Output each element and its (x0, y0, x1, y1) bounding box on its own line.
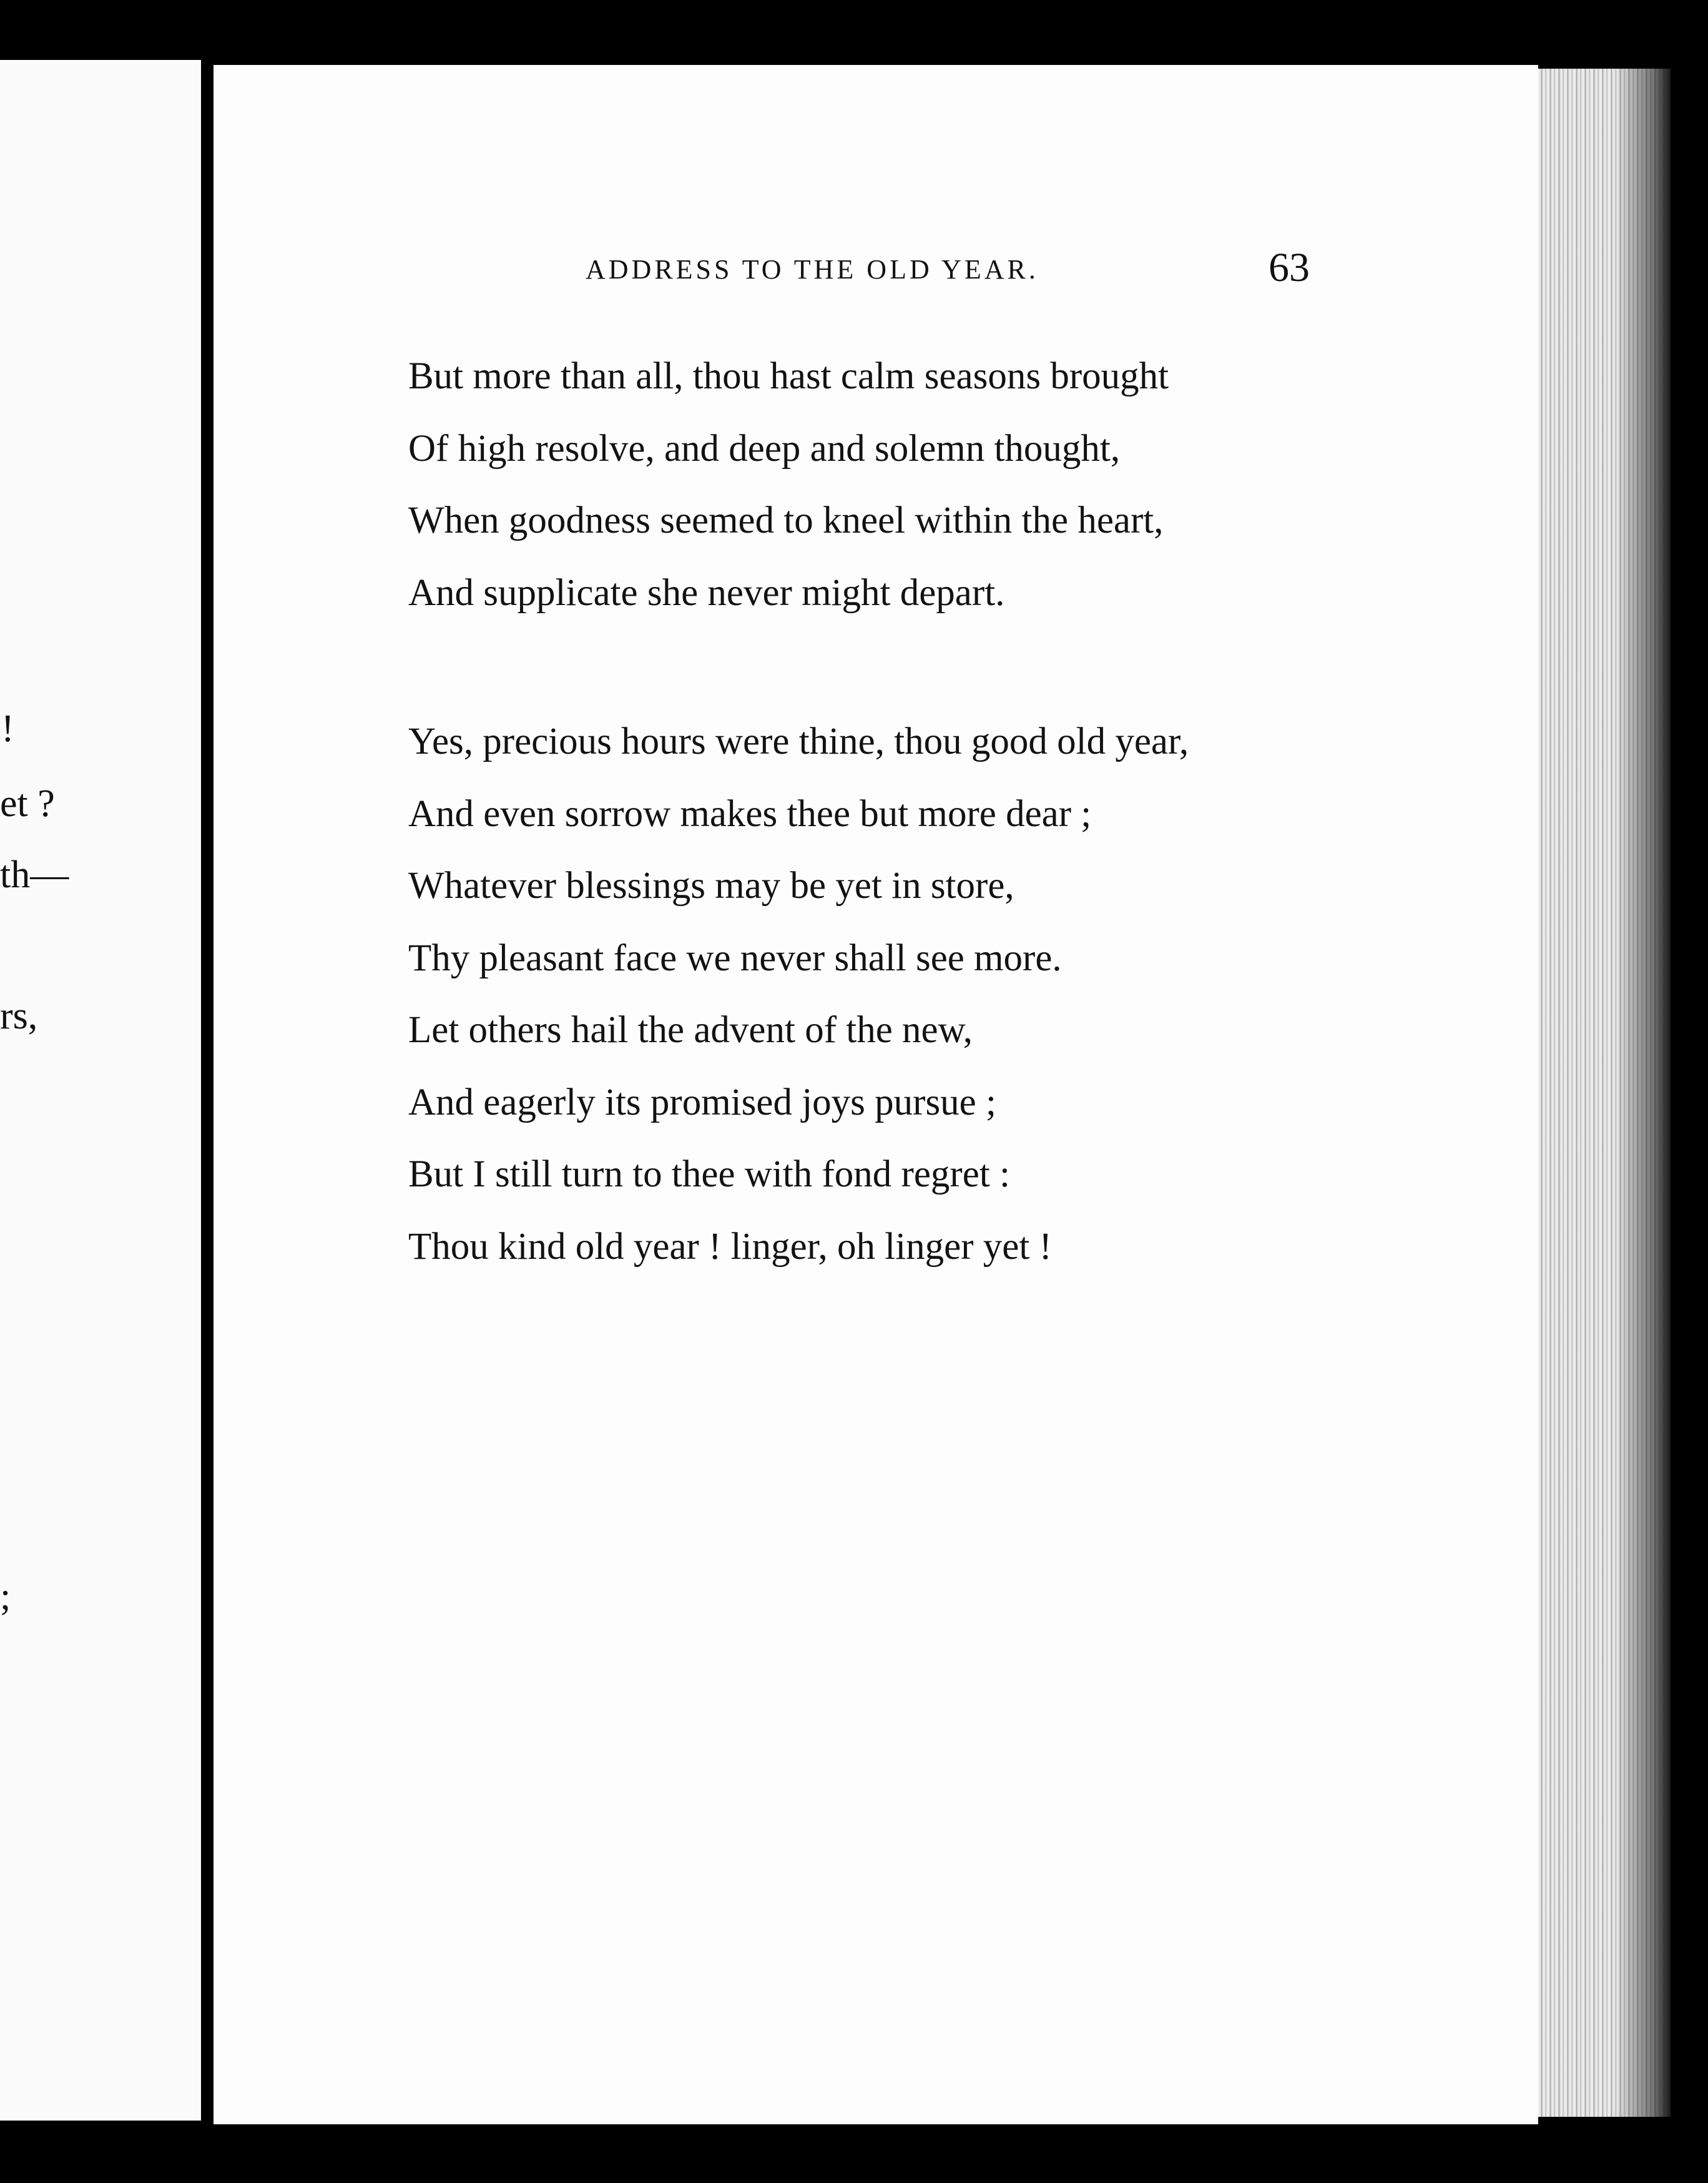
left-page-fragment: ; (0, 1575, 11, 1618)
left-page-fragment: th— (0, 854, 69, 896)
page-number: 63 (1269, 245, 1310, 290)
poem-line: Of high resolve, and deep and solemn thought, (408, 427, 1121, 470)
book-gutter (201, 60, 214, 2121)
poem-line: But I still turn to thee with fond regret : (408, 1153, 1010, 1195)
poem-stanza (408, 357, 1169, 646)
poem-line: Let others hail the advent of the new, (408, 1009, 973, 1051)
poem-line: Yes, precious hours were thine, thou good old year, (408, 721, 1189, 762)
poem-stanza (408, 722, 1189, 1299)
poem-line: And even sorrow makes thee but more dear ; (408, 792, 1092, 835)
running-header-title: ADDRESS TO THE OLD YEAR. (586, 254, 1039, 285)
poem-line: When goodness seemed to kneel within the heart, (408, 500, 1164, 541)
poem-line: Thou kind old year ! linger, oh linger yet ! (408, 1225, 1052, 1268)
page-edge-stack (1538, 69, 1671, 2117)
left-page-fragment: et ? (0, 782, 55, 825)
previous-page (0, 60, 201, 2121)
poem-line: But more than all, thou hast calm seasons brought (408, 355, 1169, 397)
poem-line: And supplicate she never might depart. (408, 571, 1005, 614)
left-page-fragment: rs, (0, 995, 38, 1037)
poem-line: Whatever blessings may be yet in store, (408, 865, 1014, 907)
left-page-fragment: ! (1, 707, 14, 750)
poem-line: And eagerly its promised joys pursue ; (408, 1081, 996, 1123)
poem-line: Thy pleasant face we never shall see more. (408, 937, 1062, 979)
